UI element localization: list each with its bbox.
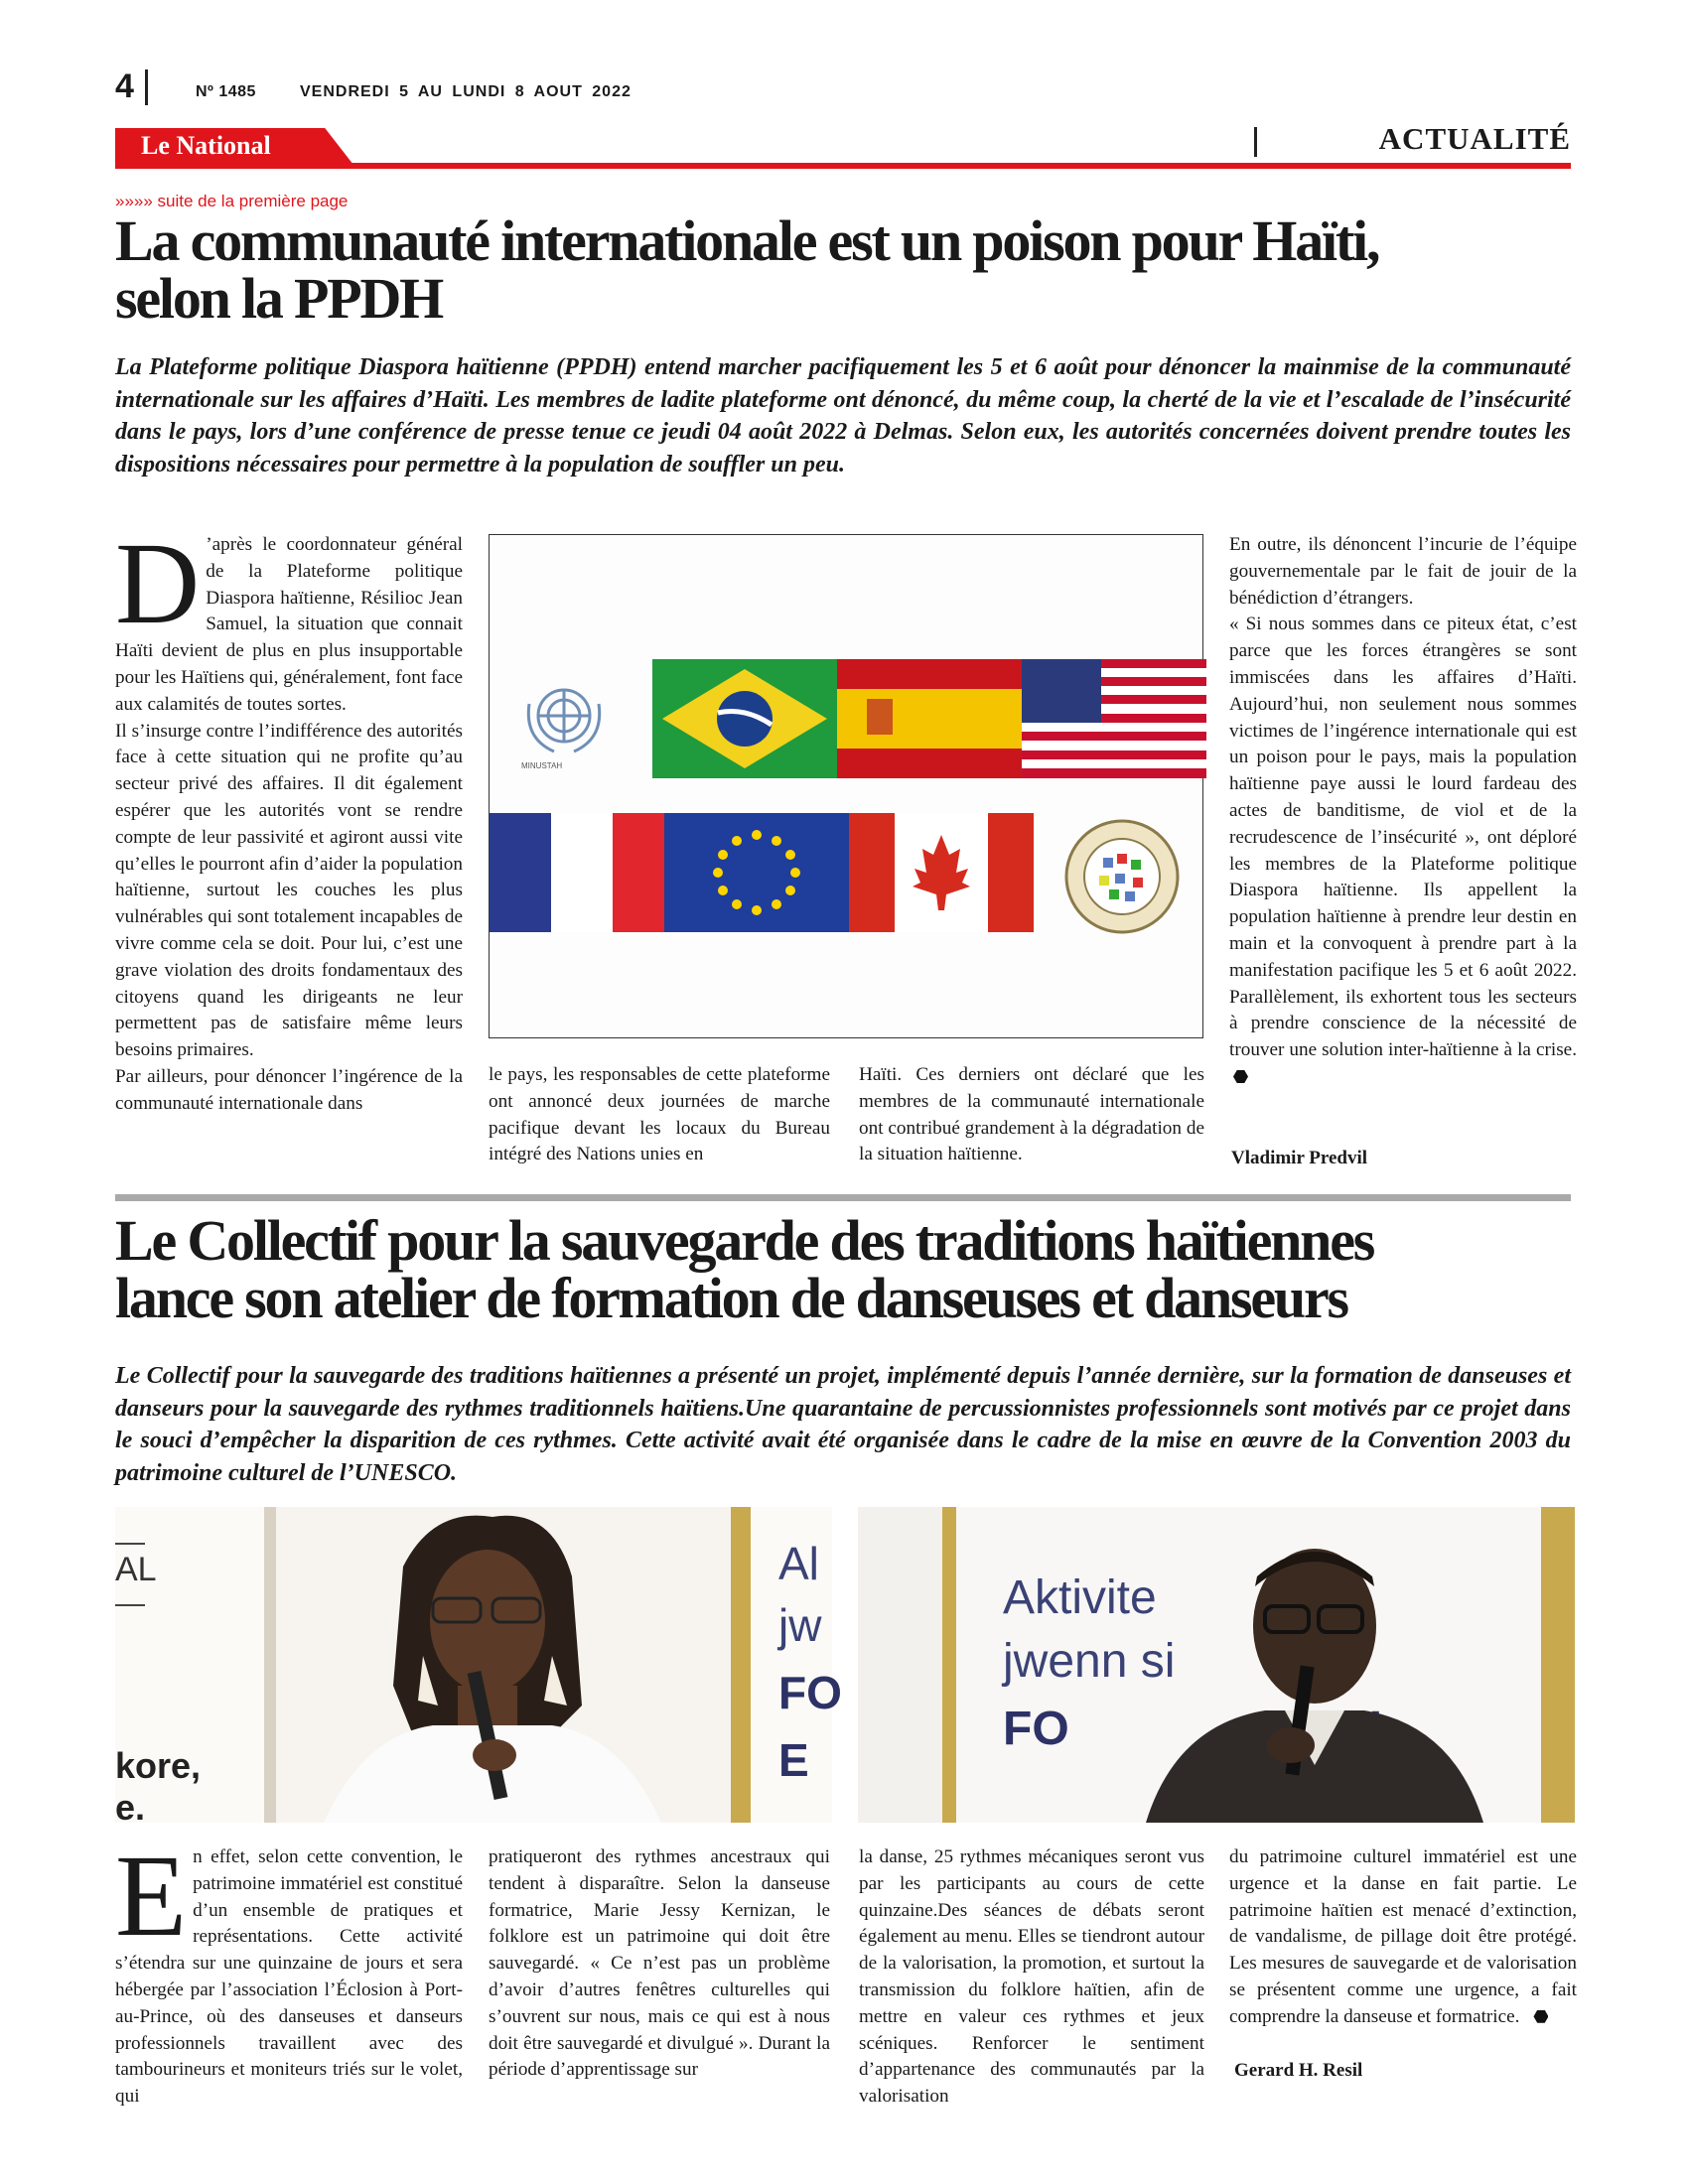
oas-emblem-icon bbox=[1063, 818, 1181, 935]
article2-column-3: la danse, 25 rythmes mécaniques seront vus par les participants au cours de cette quinzaine.Des séances de débats seront également au menu. Elles se tiendront autour de la valorisation, la promotion, et surtout la transmission du folklore haïtien, afin de mettre en valeur ces rythmes et jeux scéniques. Renforcer le sentiment d’appartenance des communautés par la valorisation bbox=[859, 1846, 1204, 2108]
article1-dropcap: D bbox=[115, 518, 201, 648]
banner-text-fo2: FO bbox=[1003, 1703, 1069, 1755]
photo-man-speaker bbox=[858, 1507, 1575, 1823]
article2-headline-line2: lance son atelier de formation de danseuses et danseurs bbox=[115, 1266, 1347, 1330]
article1-lead: La Plateforme politique Diaspora haïtienne (PPDH) entend marcher pacifiquement les 5 et 6 août pour dénoncer la mainmise de la communauté internationale sur les affaires d’Haïti. Les membres de ladite plateforme ont dénoncé, du même coup, la cherté de la vie et l’escalade de l’insécurité dans le pays, lors d’une conférence de presse tenue ce jeudi 04 août 2022 à Delmas. Selon eux, les autorités concernées doivent prendre toutes les dispositions nécessaires pour permettre à la population de souffler un peu. bbox=[115, 354, 1571, 478]
article2-column-4 bbox=[1229, 1844, 1577, 2031]
banner-text-e: e. bbox=[115, 1787, 146, 1828]
article1-byline: Vladimir Predvil bbox=[1231, 1148, 1368, 1168]
gold-pillar bbox=[731, 1507, 751, 1823]
spain-flag-icon bbox=[837, 659, 1022, 778]
banner-text-jw: jw bbox=[778, 1599, 822, 1651]
article2-col4-text: du patrimoine culturel immatériel est une urgence et la danse en fait partie. Le patrimoine haïtien est menacé d’extinction, de vandalisme, de pillage doit être protégé. Les mesures de sauvegarde et de valorisation se présentent comme une urgence, a fait comprendre la danseuse et formatrice. bbox=[1229, 1846, 1577, 2027]
banner-text-al2: Al bbox=[778, 1538, 819, 1589]
un-caption: MINUSTAH bbox=[521, 761, 563, 770]
article1-col4-p1: En outre, ils dénoncent l’incurie de l’équipe gouvernementale par le fait de jouir de la bénédiction d’étrangers. bbox=[1229, 534, 1577, 609]
banner-text-kore: kore, bbox=[115, 1745, 202, 1786]
article2-headline bbox=[115, 1208, 1575, 1330]
gold-pillar-2 bbox=[942, 1507, 956, 1823]
article2-dropcap: E bbox=[115, 1831, 188, 1961]
article2-column-1 bbox=[115, 1831, 463, 2111]
end-mark-icon bbox=[1233, 1070, 1248, 1083]
woman-figure bbox=[284, 1507, 701, 1823]
banner-text-al: AL bbox=[115, 1551, 157, 1588]
article1-headline-line2: selon la PPDH bbox=[115, 266, 443, 331]
article1-headline bbox=[115, 208, 1575, 331]
issue-date: VENDREDI 5 AU LUNDI 8 AOUT 2022 bbox=[300, 83, 632, 100]
end-mark-icon bbox=[1533, 2010, 1548, 2023]
gold-pillar-3 bbox=[1541, 1507, 1575, 1823]
article1-column-4 bbox=[1229, 532, 1577, 1091]
brazil-flag-icon bbox=[652, 659, 837, 778]
section-label: ACTUALITÉ bbox=[1378, 121, 1571, 156]
page-number: 4 bbox=[115, 68, 134, 105]
article1-col4-p2: « Si nous sommes dans ce piteux état, c’est parce que les forces étrangères se sont immiscées dans les affaires d’Haïti. Aujourd’hui, non seulement nous sommes victimes de l’ingérence internationale qui est un poison pour le pays, mais la population haïtienne paye aussi le lourd fardeau des actes de banditisme, de viol et de la recrudescence de l’insécurité », ont déploré les membres de la Plateforme politique Diaspora haïtienne. Ils appellent la population haïtienne à prendre leur destin en main et la convoquent à prendre part à la manifestation pacifique les 5 et 6 août 2022. Parallèlement, ils exhortent tous les secteurs à prendre conscience de la nécessité de trouver une solution inter-haïtienne à la crise. bbox=[1229, 614, 1577, 1061]
article1-col1-p2: Il s’insurge contre l’indifférence des autorités face à cette situation qui ne profite qu’au secteur privé des affaires. Il dit également espérer que les autorités vont se rendre compte de leur passivité et agiront aussi vite qu’elles le pourront afin d’aider la population haïtienne, surtout les couches les plus vulnérables qui sont totalement incapables de vivre comme cela se doit. Pour lui, c’est une grave violation des droits fondamentaux des citoyens quand les dirigeants ne leur permettent pas de satisfaire même leurs besoins primaires. bbox=[115, 720, 463, 1061]
eu-flag-icon bbox=[664, 813, 849, 932]
article-divider bbox=[115, 1194, 1571, 1201]
article2-column-2: pratiqueront des rythmes ancestraux qui tendent à disparaître. Selon la danseuse formatrice, Marie Jessy Kernizan, le folklore est un patrimoine qui doit être sauvegardé. « Ce n’est pas un problème d’avoir d’autres fenêtres culturelles qui s’ouvrent sur nous, mais ce qui est à nous doit être sauvegardé et divulgué ». Durant la période d’apprentissage sur bbox=[489, 1846, 830, 2081]
article2-byline: Gerard H. Resil bbox=[1234, 2060, 1363, 2081]
photo-woman-speaker bbox=[115, 1507, 842, 1828]
article1-column-1 bbox=[115, 518, 463, 1118]
france-flag-icon bbox=[490, 813, 674, 932]
canada-flag-icon bbox=[849, 813, 1034, 932]
banner-rule bbox=[115, 1543, 145, 1545]
article1-column-3: Haïti. Ces derniers ont déclaré que les membres de la communauté internationale ont contribué grandement à la dégradation de la situation haïtienne. bbox=[859, 1064, 1204, 1165]
article1-col1-p1: ’après le coordonnateur général de la Plateforme politique Diaspora haïtienne, Résilioc Jean Samuel, la situation que connait Haïti devient de plus en plus insupportable pour les Haïtiens qui, généralement, font face aux calamités de toutes sortes. bbox=[115, 534, 463, 715]
article1-col1-p3: Par ailleurs, pour dénoncer l’ingérence de la communauté internationale dans bbox=[115, 1065, 463, 1114]
page-number-divider bbox=[145, 69, 148, 105]
banner-text-e2: E bbox=[778, 1734, 809, 1786]
issue-number: Nº 1485 bbox=[196, 83, 256, 100]
header-rule bbox=[115, 163, 1571, 169]
section-divider bbox=[1254, 127, 1257, 157]
banner-edge bbox=[264, 1507, 276, 1823]
article2-lead: Le Collectif pour la sauvegarde des traditions haïtiennes a présenté un projet, implémenté depuis l’année dernière, sur la formation de danseuses et danseurs pour la sauvegarde des rythmes traditionnels haïtiens.Une quarantaine de percussionnistes professionnels sont motivés par ce projet dans le souci d’empêcher la disparition de ces rythmes. Cette activité avait été organisée dans le cadre de la mise en œuvre de la Convention 2003 du patrimoine culturel de l’UNESCO. bbox=[115, 1363, 1571, 1486]
usa-flag-icon bbox=[1022, 659, 1206, 778]
banner-text-jwenn: jwenn si bbox=[1003, 1635, 1176, 1688]
man-figure bbox=[1106, 1507, 1503, 1823]
article2-col1-text: n effet, selon cette convention, le patrimoine immatériel est constitué d’un ensemble de pratiques et représentations. Cette activité s’étendra sur une quinzaine de jours et sera hébergée par l’association l’Éclosion à Port-au-Prince, où des danseuses et danseurs professionnels travaillent avec des tambourineurs et moniteurs triés sur le volet, qui bbox=[115, 1846, 463, 2108]
banner-text-fo: FO bbox=[778, 1667, 842, 1718]
article2-headline-line1: Le Collectif pour la sauvegarde des traditions haïtiennes bbox=[115, 1208, 1374, 1273]
banner-text-aktivite: Aktivite bbox=[1003, 1571, 1157, 1624]
brand-name: Le National bbox=[141, 131, 271, 160]
banner-rule-2 bbox=[115, 1604, 145, 1606]
article1-column-2: le pays, les responsables de cette plateforme ont annoncé deux journées de marche pacifique devant les locaux du Bureau intégré des Nations unies en bbox=[489, 1064, 830, 1165]
flags-photo bbox=[489, 534, 1203, 1038]
article1-headline-line1: La communauté internationale est un poison pour Haïti, bbox=[115, 208, 1379, 273]
continued-note: »»»» suite de la première page bbox=[115, 192, 349, 210]
